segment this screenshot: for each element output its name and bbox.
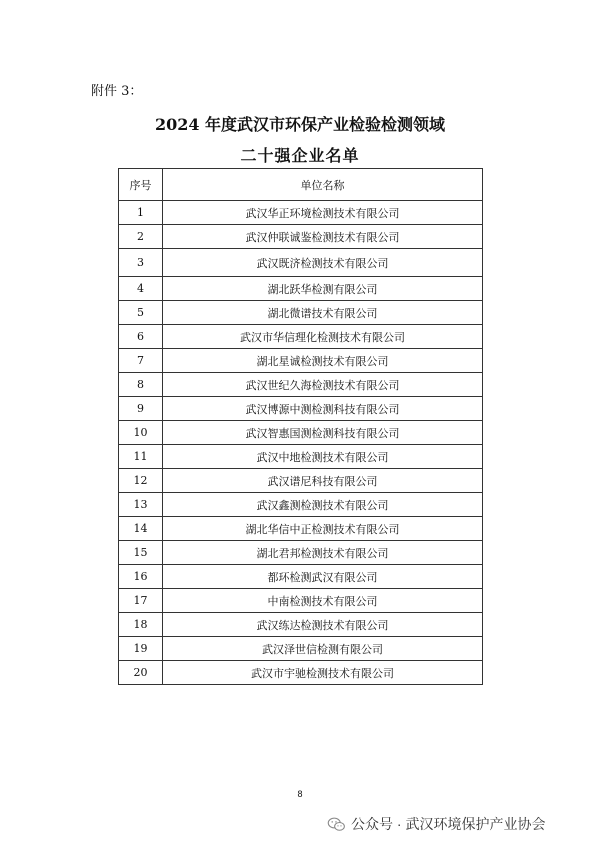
row-index: 12	[119, 469, 163, 493]
column-header-name: 单位名称	[163, 169, 483, 201]
table-row	[119, 397, 483, 421]
page-number: 8	[297, 789, 303, 799]
company-name: 武汉市宇驰检测技术有限公司	[163, 661, 483, 685]
row-index: 9	[119, 397, 163, 421]
table-row	[119, 541, 483, 565]
table-row	[119, 517, 483, 541]
company-name: 武汉练达检测技术有限公司	[163, 613, 483, 637]
document-subtitle: 二十强企业名单	[240, 146, 360, 165]
row-index: 13	[119, 493, 163, 517]
company-name: 武汉鑫测检测技术有限公司	[163, 493, 483, 517]
table-row	[119, 373, 483, 397]
table-row	[119, 493, 483, 517]
table-row	[119, 349, 483, 373]
row-index: 7	[119, 349, 163, 373]
company-name: 武汉中地检测技术有限公司	[163, 445, 483, 469]
table-row	[119, 201, 483, 225]
row-index: 18	[119, 613, 163, 637]
row-index: 6	[119, 325, 163, 349]
table-row	[119, 225, 483, 249]
row-index: 11	[119, 445, 163, 469]
company-name: 中南检测技术有限公司	[163, 589, 483, 613]
table-row	[119, 661, 483, 685]
row-index: 3	[119, 249, 163, 277]
column-header-index: 序号	[119, 169, 163, 201]
company-name: 武汉既济检测技术有限公司	[163, 249, 483, 277]
company-name: 武汉智惠国测检测科技有限公司	[163, 421, 483, 445]
company-name: 湖北跃华检测有限公司	[163, 277, 483, 301]
company-name: 武汉仲联诚鉴检测技术有限公司	[163, 225, 483, 249]
table-row	[119, 277, 483, 301]
table-row	[119, 249, 483, 277]
row-index: 5	[119, 301, 163, 325]
footer-watermark	[327, 814, 545, 834]
row-index: 8	[119, 373, 163, 397]
table-row	[119, 565, 483, 589]
company-name: 武汉世纪久海检测技术有限公司	[163, 373, 483, 397]
company-name: 湖北君邦检测技术有限公司	[163, 541, 483, 565]
company-name: 武汉市华信理化检测技术有限公司	[163, 325, 483, 349]
row-index: 19	[119, 637, 163, 661]
table-row	[119, 469, 483, 493]
company-name: 都环检测武汉有限公司	[163, 565, 483, 589]
table-row	[119, 301, 483, 325]
company-name: 武汉博源中测检测科技有限公司	[163, 397, 483, 421]
table-header-row	[119, 169, 483, 201]
table-row	[119, 421, 483, 445]
row-index: 17	[119, 589, 163, 613]
table-row	[119, 637, 483, 661]
company-name: 湖北华信中正检测技术有限公司	[163, 517, 483, 541]
row-index: 14	[119, 517, 163, 541]
row-index: 1	[119, 201, 163, 225]
company-name: 武汉华正环境检测技术有限公司	[163, 201, 483, 225]
company-table	[118, 168, 483, 685]
company-name: 湖北星诚检测技术有限公司	[163, 349, 483, 373]
company-name: 湖北微谱技术有限公司	[163, 301, 483, 325]
row-index: 15	[119, 541, 163, 565]
row-index: 2	[119, 225, 163, 249]
footer-text: 公众号 · 武汉环境保护产业协会	[351, 816, 546, 832]
row-index: 4	[119, 277, 163, 301]
table-row	[119, 445, 483, 469]
table-row	[119, 613, 483, 637]
table-row	[119, 589, 483, 613]
wechat-icon	[327, 817, 346, 832]
attachment-label: 附件 3：	[91, 84, 143, 99]
row-index: 10	[119, 421, 163, 445]
row-index: 16	[119, 565, 163, 589]
company-name: 武汉泽世信检测有限公司	[163, 637, 483, 661]
row-index: 20	[119, 661, 163, 685]
document-title: 2024 年度武汉市环保产业检验检测领域	[154, 115, 446, 134]
table-row	[119, 325, 483, 349]
company-name: 武汉谱尼科技有限公司	[163, 469, 483, 493]
